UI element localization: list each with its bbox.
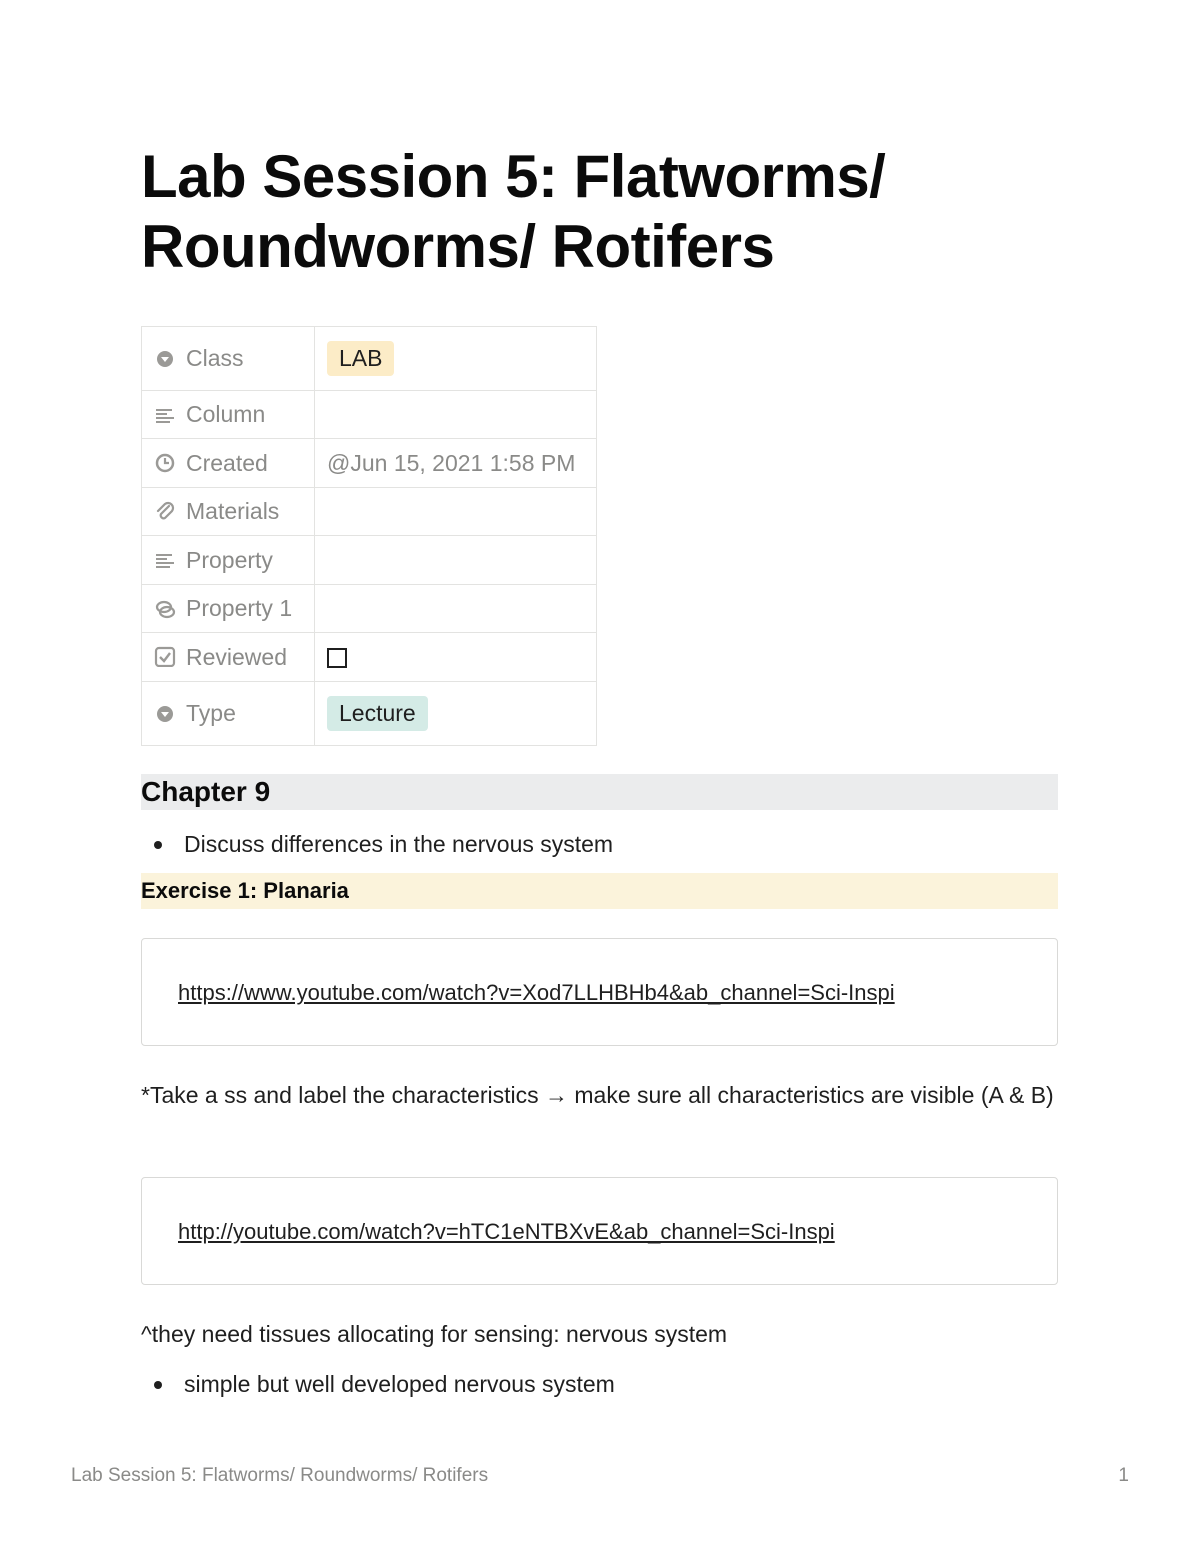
text-icon — [154, 548, 176, 570]
property-row-property1 — [142, 585, 597, 633]
property-label: Class — [186, 345, 244, 371]
page-title: Lab Session 5: Flatworms/ Roundworms/ Rotifers — [141, 143, 886, 280]
property-value-class[interactable] — [315, 327, 597, 391]
instruction-text: *Take a ss and label the characteristics → make sure all characteristics are visible (A & B) — [141, 1082, 1054, 1108]
property-label: Property — [186, 546, 273, 573]
property-value-reviewed — [315, 633, 597, 682]
property-name-property — [142, 536, 315, 585]
properties-table — [141, 326, 597, 746]
property-label: Type — [186, 700, 236, 726]
property-name-created — [142, 439, 315, 488]
property-value-property[interactable] — [315, 536, 597, 585]
property-row-class — [142, 327, 597, 391]
property-name-type — [142, 682, 315, 746]
property-row-column — [142, 391, 597, 439]
property-label: Reviewed — [186, 643, 287, 670]
relation-icon — [154, 597, 176, 619]
property-name-property1 — [142, 585, 315, 633]
note-text: ^they need tissues allocating for sensing: nervous system — [141, 1321, 728, 1347]
text-icon — [154, 403, 176, 425]
list-item: simple but well developed nervous system — [141, 1369, 1058, 1399]
list-item: Discuss differences in the nervous system — [141, 829, 1058, 859]
paperclip-icon — [154, 500, 176, 522]
link-box — [141, 938, 1058, 1046]
type-tag[interactable]: Lecture — [327, 696, 428, 731]
link-box — [141, 1177, 1058, 1285]
property-row-type — [142, 682, 597, 746]
property-value-created[interactable] — [315, 439, 597, 488]
select-icon — [154, 702, 176, 724]
property-label: Property 1 — [186, 595, 293, 621]
property-label: Created — [186, 449, 268, 476]
property-row-materials — [142, 488, 597, 536]
select-icon — [154, 347, 176, 369]
chapter-heading: Chapter 9 — [141, 774, 1058, 810]
property-name-materials — [142, 488, 315, 536]
property-name-column — [142, 391, 315, 439]
property-row-property — [142, 536, 597, 585]
property-label: Materials — [186, 498, 280, 524]
page-number: 1 — [1118, 1465, 1129, 1486]
checkbox-icon — [154, 645, 176, 667]
property-value-materials[interactable] — [315, 488, 597, 536]
exercise-heading: Exercise 1: Planaria — [141, 873, 1058, 909]
property-row-created — [142, 439, 597, 488]
reviewed-checkbox[interactable] — [327, 648, 347, 668]
property-name-reviewed — [142, 633, 315, 682]
property-value-property1[interactable] — [315, 585, 597, 633]
video-link-1[interactable]: https://www.youtube.com/watch?v=Xod7LLHBHb4&ab_channel=Sci-Inspi — [178, 980, 895, 1005]
class-tag[interactable]: LAB — [327, 341, 394, 376]
property-value-type[interactable] — [315, 682, 597, 746]
created-date: @Jun 15, 2021 1:58 PM — [327, 449, 576, 476]
property-label: Column — [186, 401, 266, 427]
property-value-column[interactable] — [315, 391, 597, 439]
video-link-2[interactable]: http://youtube.com/watch?v=hTC1eNTBXvE&ab_channel=Sci-Inspi — [178, 1219, 835, 1244]
footer-title: Lab Session 5: Flatworms/ Roundworms/ Rotifers — [71, 1465, 489, 1486]
clock-icon — [154, 451, 176, 473]
property-row-reviewed — [142, 633, 597, 682]
property-name-class — [142, 327, 315, 391]
